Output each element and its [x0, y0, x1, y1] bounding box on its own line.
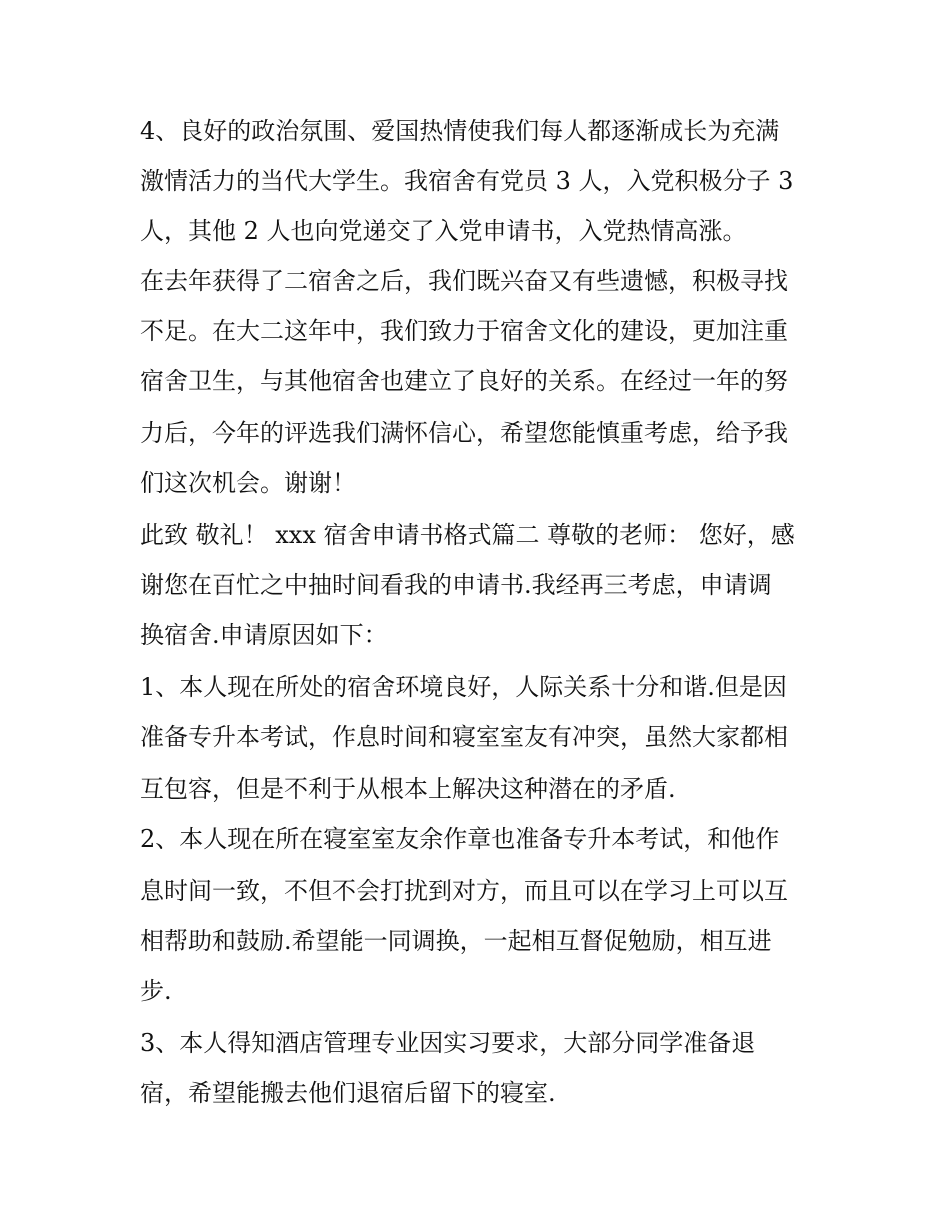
text-line: 谢您在百忙之中抽时间看我的申请书.我经再三考虑，申请调	[140, 571, 772, 599]
text-line: 宿，希望能搬去他们退宿后留下的寝室.	[140, 1079, 556, 1107]
text-line: 4、良好的政治氛围、爱国热情使我们每人都逐渐成长为充满	[140, 117, 780, 145]
text-line: 力后，今年的评选我们满怀信心，希望您能慎重考虑，给予我	[140, 419, 788, 447]
text-line: 2、本人现在所在寝室室友余作章也准备专升本考试，和他作	[140, 825, 780, 853]
text-line: 互包容，但是不利于从根本上解决这种潜在的矛盾.	[140, 775, 676, 803]
text-line: 息时间一致，不但不会打扰到对方，而且可以在学习上可以互	[140, 877, 788, 905]
text-line: 们这次机会。谢谢！	[140, 469, 356, 497]
text-line: 此致 敬礼！ xxx 宿舍申请书格式篇二 尊敬的老师： 您好，感	[140, 521, 795, 549]
text-line: 换宿舍.申请原因如下：	[140, 621, 388, 649]
text-line: 宿舍卫生，与其他宿舍也建立了良好的关系。在经过一年的努	[140, 367, 788, 395]
text-line: 人，其他 2 人也向党递交了入党申请书，入党热情高涨。	[140, 217, 747, 245]
text-line: 准备专升本考试，作息时间和寝室室友有冲突，虽然大家都相	[140, 723, 788, 751]
text-line: 在去年获得了二宿舍之后，我们既兴奋又有些遗憾，积极寻找	[140, 267, 788, 295]
text-line: 1、本人现在所处的宿舍环境良好，人际关系十分和谐.但是因	[140, 673, 787, 701]
text-line: 3、本人得知酒店管理专业因实习要求，大部分同学准备退	[140, 1029, 756, 1057]
text-line: 不足。在大二这年中，我们致力于宿舍文化的建设，更加注重	[140, 317, 788, 345]
text-line: 相帮助和鼓励.希望能一同调换，一起相互督促勉励，相互进	[140, 927, 772, 955]
text-line: 步.	[140, 977, 172, 1005]
text-line: 激情活力的当代大学生。我宿舍有党员 3 人，入党积极分子 3	[140, 167, 794, 195]
